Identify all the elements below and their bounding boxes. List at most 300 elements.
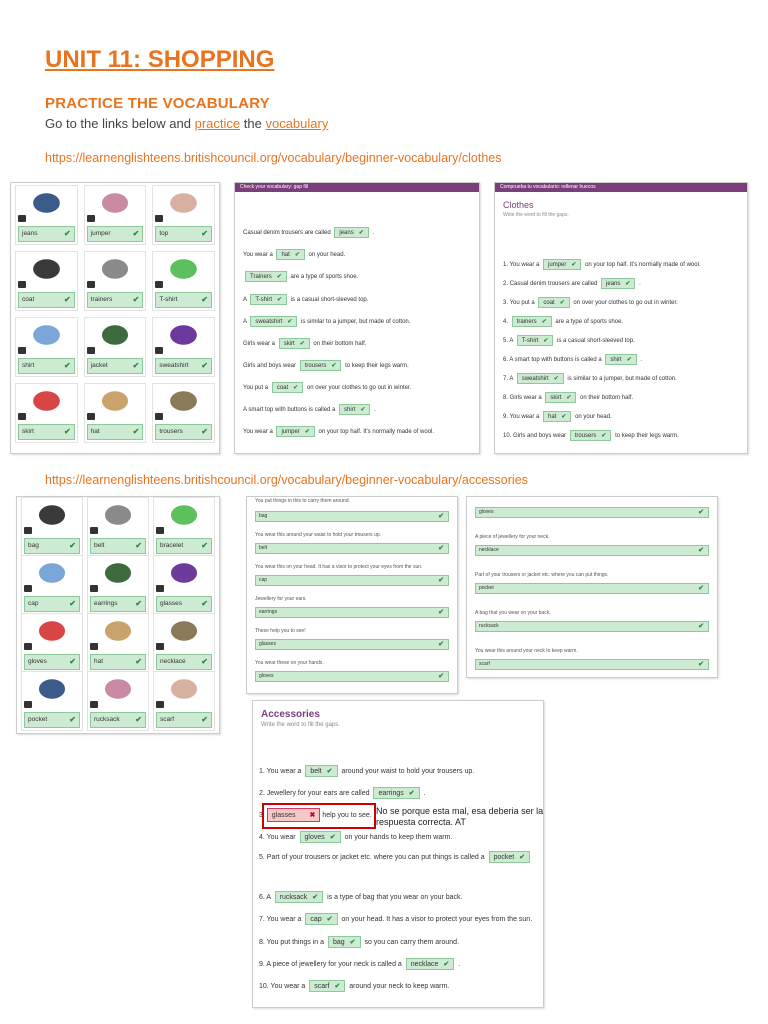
accessories-gap-input[interactable]: earrings ✔ <box>373 787 419 799</box>
accessories-sentence <box>259 851 532 863</box>
check-icon: ✔ <box>438 513 444 520</box>
check-icon: ✔ <box>294 252 300 258</box>
check-icon: ✔ <box>698 509 704 516</box>
check-icon: ✔ <box>698 547 704 554</box>
acc-mid-answer-text: cap <box>259 577 268 583</box>
sentence-end: on over your clothes to go out in winter. <box>571 300 678 306</box>
acc-right-answer-field[interactable] <box>475 507 709 518</box>
accessories-right-panel <box>466 496 718 678</box>
check-icon: ✔ <box>299 341 305 347</box>
acc-right-answer-field[interactable] <box>475 545 709 556</box>
audio-speaker-icon[interactable] <box>18 281 26 288</box>
acc-mid-answer-text: belt <box>259 545 268 551</box>
gapfill1-sentence <box>243 294 368 305</box>
audio-speaker-icon[interactable] <box>90 527 98 534</box>
accessory-card <box>87 671 149 731</box>
accessories-gap-input[interactable]: bag ✔ <box>328 936 361 948</box>
audio-speaker-icon[interactable] <box>155 281 163 288</box>
accessory-image <box>98 500 138 530</box>
gapfill1-sentence <box>243 360 409 371</box>
clothes-image <box>26 188 67 218</box>
audio-speaker-icon[interactable] <box>155 413 163 420</box>
acc-mid-question: You wear these on your hands. <box>255 660 324 666</box>
audio-speaker-icon[interactable] <box>155 215 163 222</box>
accessories-gap-input[interactable]: glasses ✖ <box>267 808 321 822</box>
acc-right-question: A piece of jewellery for your neck. <box>475 534 550 540</box>
audio-speaker-icon[interactable] <box>24 527 32 534</box>
sentence-end: is a type of bag that you wear on your back. <box>325 894 463 901</box>
accessory-card <box>87 555 149 615</box>
gapfill2-sentence <box>503 430 679 441</box>
clothes-card <box>152 185 215 245</box>
clothes-answer-field[interactable] <box>87 424 144 440</box>
clothes-image <box>95 254 136 284</box>
check-icon: ✔ <box>553 376 559 382</box>
accessory-answer-field[interactable] <box>90 654 146 670</box>
clothes-picture-grid <box>10 182 220 454</box>
accessories-gap-input[interactable]: gloves ✔ <box>300 831 341 843</box>
accessory-image <box>164 674 204 704</box>
acc-mid-question: You wear this on your head. It has a visor to protect your eyes from the sun. <box>255 564 423 570</box>
clothes-answer-text: trainers <box>90 296 113 303</box>
sentence-start: You wear a <box>243 252 275 258</box>
audio-speaker-icon[interactable] <box>90 585 98 592</box>
gapfill2-sentence <box>503 392 633 403</box>
acc-right-answer-text: pocket <box>479 585 494 591</box>
check-icon: ✔ <box>201 657 208 666</box>
accessory-answer-field[interactable] <box>24 596 80 612</box>
clothes-answer-field[interactable] <box>18 424 75 440</box>
sentence-end: around your neck to keep warm. <box>347 983 450 990</box>
audio-speaker-icon[interactable] <box>156 585 164 592</box>
gapfill2-sentence <box>503 335 635 346</box>
sentence-start: 5. Part of your trousers or jacket etc. where you can put things is called a <box>259 854 487 861</box>
check-icon: ✔ <box>561 414 567 420</box>
practice-link[interactable]: practice <box>194 116 241 131</box>
accessory-card <box>153 613 215 673</box>
sentence-end: on your head. It has a visor to protect your eyes from the sun. <box>339 916 533 923</box>
gapfill-panel-2 <box>494 182 748 454</box>
intro-before: Go to the links below and <box>45 116 191 131</box>
accessory-card <box>153 671 215 731</box>
accessory-image <box>164 500 204 530</box>
accessory-answer-text: earrings <box>94 600 118 607</box>
accessories-sentence <box>259 831 452 843</box>
mid-top-question: You put things in this to carry them around. <box>255 498 350 504</box>
sentence-start: Girls wear a <box>243 341 277 347</box>
acc-mid-answer-field[interactable] <box>255 511 449 522</box>
check-icon: ✔ <box>132 427 140 436</box>
gapfill-panel-1 <box>234 182 480 454</box>
check-icon: ✔ <box>132 295 140 304</box>
check-icon: ✔ <box>408 790 415 797</box>
gapfill2-gap-input[interactable]: jumper ✔ <box>543 259 581 270</box>
sentence-end: . <box>421 790 426 797</box>
accessories-gap-input[interactable]: rucksack ✔ <box>275 891 324 903</box>
gapfill2-gap-input[interactable]: T-shirt ✔ <box>517 335 554 346</box>
accessories-sentence <box>259 891 462 903</box>
accessory-answer-field[interactable] <box>156 654 212 670</box>
audio-speaker-icon[interactable] <box>155 347 163 354</box>
clothes-answer-text: T-shirt <box>159 296 178 303</box>
clothes-image <box>95 188 136 218</box>
audio-speaker-icon[interactable] <box>24 585 32 592</box>
sentence-start: 6. A <box>259 894 273 901</box>
clothes-image <box>163 386 204 416</box>
acc-right-answer-text: necklace <box>479 547 499 553</box>
check-icon: ✔ <box>698 661 704 668</box>
sentence-start: You put a <box>243 385 270 391</box>
audio-speaker-icon[interactable] <box>18 215 26 222</box>
sentence-start: 3. You put a <box>503 300 537 306</box>
sentence-start: 4. You wear <box>259 834 298 841</box>
accessory-image <box>32 500 72 530</box>
sentence-end: . <box>638 357 643 363</box>
check-icon: ✔ <box>201 427 208 436</box>
accessory-answer-text: scarf <box>160 716 175 723</box>
check-icon: ✔ <box>69 599 76 608</box>
audio-speaker-icon[interactable] <box>90 701 98 708</box>
vocabulary-link[interactable]: vocabulary <box>265 116 329 131</box>
check-icon: ✔ <box>543 338 549 344</box>
accessories-sentence <box>259 980 449 992</box>
accessory-card <box>153 497 215 557</box>
gapfill2-sentence <box>503 259 701 270</box>
clothes-answer-field[interactable] <box>87 226 144 242</box>
clothes-answer-field[interactable] <box>18 292 75 308</box>
sentence-end: on your top half. It's normally made of wool. <box>583 262 701 268</box>
gapfill2-gap-input[interactable]: trainers ✔ <box>512 316 552 327</box>
check-icon: ✔ <box>625 281 631 287</box>
accessories-sentence <box>259 936 459 948</box>
sentence-start: 9. A piece of jewellery for your neck is called a <box>259 961 404 968</box>
acc-mid-question: These help you to see! <box>255 628 306 634</box>
check-icon: ✔ <box>69 715 76 724</box>
clothes-answer-text: trousers <box>159 428 183 435</box>
acc-mid-answer-text: bag <box>259 513 268 519</box>
gapfill2-sentence <box>503 373 677 384</box>
gapfill1-gap-input[interactable]: coat ✔ <box>272 382 303 393</box>
check-icon: ✔ <box>438 641 444 648</box>
audio-speaker-icon[interactable] <box>87 413 95 420</box>
sentence-end: are a type of sports shoe. <box>553 319 624 325</box>
gapfill1-gap-input[interactable]: skirt ✔ <box>279 338 310 349</box>
check-icon: ✔ <box>360 407 366 413</box>
acc-mid-answer-text: glasses <box>259 641 276 647</box>
accessory-answer-field[interactable] <box>90 538 146 554</box>
accessories-sentence <box>259 913 532 925</box>
accessory-answer-field[interactable] <box>24 538 80 554</box>
gapfill1-sentence <box>243 271 358 282</box>
gapfill2-gap-input[interactable]: coat ✔ <box>538 297 569 308</box>
check-icon: ✔ <box>601 433 607 439</box>
accessory-answer-text: necklace <box>160 658 186 665</box>
gapfill1-sentence <box>243 338 366 349</box>
accessory-card <box>21 671 83 731</box>
accessories-instruction: Write the word to fill the gaps. <box>261 722 340 728</box>
clothes-image <box>26 320 67 350</box>
accessory-answer-field[interactable] <box>90 712 146 728</box>
sentence-end: is a casual short-sleeved top. <box>555 338 635 344</box>
sentence-start: 10. You wear a <box>259 983 308 990</box>
acc-right-question: A bag that you wear on your back. <box>475 610 551 616</box>
gapfill1-sentence <box>243 382 411 393</box>
accessory-card <box>21 497 83 557</box>
sentence-end: . <box>370 230 375 236</box>
accessories-picture-grid <box>16 496 220 734</box>
check-icon: ✔ <box>438 673 444 680</box>
accessory-answer-field[interactable] <box>24 712 80 728</box>
check-icon: ✔ <box>331 363 337 369</box>
audio-speaker-icon[interactable] <box>24 643 32 650</box>
check-icon: ✔ <box>334 983 341 990</box>
accessory-answer-field[interactable] <box>90 596 146 612</box>
acc-mid-question: You wear this around your waist to hold your trousers up. <box>255 532 381 538</box>
acc-right-question: You wear this around your neck to keep warm. <box>475 648 578 654</box>
gapfill1-gap-input[interactable]: T-shirt ✔ <box>250 294 287 305</box>
check-icon: ✔ <box>349 939 356 946</box>
gapfill1-sentence <box>243 249 345 260</box>
clothes-answer-field[interactable] <box>155 226 212 242</box>
check-icon: ✔ <box>358 230 364 236</box>
gapfill2-sentence <box>503 354 642 365</box>
audio-speaker-icon[interactable] <box>24 701 32 708</box>
audio-speaker-icon[interactable] <box>87 281 95 288</box>
accessory-image <box>98 674 138 704</box>
check-icon: ✔ <box>63 361 71 370</box>
audio-speaker-icon[interactable] <box>156 643 164 650</box>
acc-mid-answer-field[interactable] <box>255 671 449 682</box>
accessory-answer-text: bracelet <box>160 542 184 549</box>
check-icon: ✔ <box>135 715 142 724</box>
clothes-answer-text: coat <box>22 296 35 303</box>
sentence-start: 5. A <box>503 338 515 344</box>
accessory-image <box>32 674 72 704</box>
accessory-image <box>164 558 204 588</box>
accessory-card <box>21 555 83 615</box>
accessories-gap-input[interactable]: scarf ✔ <box>309 980 345 992</box>
audio-speaker-icon[interactable] <box>18 347 26 354</box>
check-icon: ✔ <box>277 297 283 303</box>
sentence-start: 8. Girls wear a <box>503 395 544 401</box>
accessories-sentence <box>259 958 460 970</box>
accessory-image <box>98 558 138 588</box>
acc-mid-answer-field[interactable] <box>255 639 449 650</box>
clothes-title: Clothes <box>503 200 534 210</box>
gapfill-2-header: Comprueba tu vocabulario: rellenar huecos <box>495 183 747 192</box>
sentence-end: is similar to a jumper, but made of cotton. <box>565 376 677 382</box>
gapfill2-sentence <box>503 316 623 327</box>
clothes-url-link[interactable]: https://learnenglishteens.britishcouncil.org/vocabulary/beginner-vocabulary/clothes <box>45 151 502 165</box>
clothes-image <box>95 386 136 416</box>
audio-speaker-icon[interactable] <box>87 347 95 354</box>
sentence-start: 1. You wear a <box>503 262 542 268</box>
acc-mid-answer-field[interactable] <box>255 543 449 554</box>
accessory-answer-field[interactable] <box>156 538 212 554</box>
clothes-card <box>15 383 78 443</box>
check-icon: ✔ <box>201 541 208 550</box>
check-icon: ✔ <box>287 319 293 325</box>
check-icon: ✔ <box>326 916 333 923</box>
acc-mid-answer-text: gloves <box>259 673 274 679</box>
check-icon: ✔ <box>571 262 577 268</box>
clothes-card <box>15 317 78 377</box>
clothes-answer-field[interactable] <box>87 292 144 308</box>
sentence-end: around your waist to hold your trousers up. <box>339 768 475 775</box>
clothes-answer-text: hat <box>90 428 100 435</box>
check-icon: ✔ <box>438 545 444 552</box>
accessories-url-link[interactable]: https://learnenglishteens.britishcouncil.org/vocabulary/beginner-vocabulary/accessories <box>45 473 528 487</box>
sentence-start: 10. Girls and boys wear <box>503 433 568 439</box>
check-icon: ✔ <box>69 541 76 550</box>
clothes-answer-text: jumper <box>90 230 111 237</box>
acc-mid-answer-field[interactable] <box>255 607 449 618</box>
sentence-start: You wear a <box>243 429 275 435</box>
check-icon: ✔ <box>304 429 310 435</box>
accessory-card <box>87 613 149 673</box>
sentence-end: on your head. <box>573 414 612 420</box>
clothes-card <box>152 317 215 377</box>
check-icon: ✔ <box>201 599 208 608</box>
check-icon: ✔ <box>443 961 450 968</box>
check-icon: ✔ <box>135 599 142 608</box>
gapfill2-gap-input[interactable]: hat ✔ <box>543 411 571 422</box>
gapfill1-gap-input[interactable]: Trainers ✔ <box>245 271 287 282</box>
clothes-card <box>84 317 147 377</box>
clothes-card <box>15 185 78 245</box>
clothes-answer-text: sweatshirt <box>159 362 189 369</box>
clothes-answer-field[interactable] <box>155 292 212 308</box>
check-icon: ✔ <box>626 357 632 363</box>
sentence-end: is a casual short-sleeved top. <box>289 297 369 303</box>
check-icon: ✔ <box>69 657 76 666</box>
gapfill2-gap-input[interactable]: sweatshirt ✔ <box>517 373 564 384</box>
accessory-answer-text: gloves <box>28 658 47 665</box>
check-icon: ✔ <box>698 623 704 630</box>
clothes-answer-field[interactable] <box>18 226 75 242</box>
accessory-answer-field[interactable] <box>156 596 212 612</box>
clothes-answer-text: shirt <box>22 362 35 369</box>
sentence-start: A <box>243 297 249 303</box>
clothes-answer-text: skirt <box>22 428 34 435</box>
check-icon: ✔ <box>201 361 208 370</box>
gapfill1-gap-input[interactable]: shirt ✔ <box>339 404 370 415</box>
sentence-start: A smart top with buttons is called a <box>243 407 338 413</box>
teacher-note: No se porque esta mal, esa deberia ser la respuesta correcta. AT <box>376 806 544 827</box>
clothes-card <box>152 383 215 443</box>
gapfill1-sentence <box>243 426 434 437</box>
check-icon: ✔ <box>566 395 572 401</box>
sentence-end: to keep their legs warm. <box>613 433 679 439</box>
accessory-card <box>21 613 83 673</box>
audio-speaker-icon[interactable] <box>156 701 164 708</box>
gapfill2-sentence <box>503 278 641 289</box>
gapfill1-gap-input[interactable]: jeans ✔ <box>334 227 368 238</box>
clothes-image <box>163 188 204 218</box>
check-icon: ✔ <box>312 894 319 901</box>
check-icon: ✔ <box>698 585 704 592</box>
gapfill1-sentence <box>243 227 374 238</box>
check-icon: ✔ <box>135 657 142 666</box>
check-icon: ✔ <box>438 609 444 616</box>
acc-right-answer-text: rucksack <box>479 623 499 629</box>
section-subtitle: PRACTICE THE VOCABULARY <box>45 95 270 112</box>
clothes-image <box>163 254 204 284</box>
sentence-end: . <box>456 961 461 968</box>
gapfill1-gap-input[interactable]: sweatshirt ✔ <box>250 316 297 327</box>
clothes-card <box>84 383 147 443</box>
accessories-mid-panel <box>246 496 458 694</box>
accessory-answer-field[interactable] <box>24 654 80 670</box>
sentence-start: 3. <box>259 812 267 819</box>
clothes-image <box>163 320 204 350</box>
accessories-gap-input[interactable]: cap ✔ <box>305 913 337 925</box>
acc-right-answer-field[interactable] <box>475 621 709 632</box>
sentence-start: 9. You wear a <box>503 414 542 420</box>
acc-right-answer-field[interactable] <box>475 583 709 594</box>
accessory-answer-text: hat <box>94 658 104 665</box>
clothes-answer-field[interactable] <box>155 358 212 374</box>
accessory-answer-text: cap <box>28 600 39 607</box>
sentence-end: is similar to a jumper, but made of cotton. <box>299 319 411 325</box>
gapfill1-gap-input[interactable]: trousers ✔ <box>300 360 342 371</box>
sentence-start: 7. A <box>503 376 515 382</box>
gapfill1-gap-input[interactable]: jumper ✔ <box>276 426 314 437</box>
clothes-answer-field[interactable] <box>18 358 75 374</box>
clothes-answer-field[interactable] <box>155 424 212 440</box>
gapfill2-gap-input[interactable]: skirt ✔ <box>545 392 576 403</box>
gapfill2-gap-input[interactable]: jeans ✔ <box>601 278 635 289</box>
gapfill2-gap-input[interactable]: trousers ✔ <box>570 430 612 441</box>
accessory-image <box>164 616 204 646</box>
accessories-gap-input[interactable]: belt ✔ <box>305 765 337 777</box>
clothes-answer-field[interactable] <box>87 358 144 374</box>
audio-speaker-icon[interactable] <box>18 413 26 420</box>
check-icon: ✔ <box>201 295 208 304</box>
sentence-end: . <box>372 407 376 413</box>
clothes-answer-text: top <box>159 230 169 237</box>
check-icon: ✔ <box>326 768 333 775</box>
acc-right-answer-field[interactable] <box>475 659 709 670</box>
accessory-answer-text: glasses <box>160 600 183 607</box>
sentence-end: are a type of sports shoe. <box>288 274 359 280</box>
check-icon: ✔ <box>541 319 547 325</box>
accessories-sentence <box>259 787 426 799</box>
sentence-end: on your head. <box>306 252 346 258</box>
gapfill1-gap-input[interactable]: hat ✔ <box>276 249 304 260</box>
audio-speaker-icon[interactable] <box>87 215 95 222</box>
gapfill1-sentence <box>243 404 376 415</box>
accessory-answer-field[interactable] <box>156 712 212 728</box>
acc-right-question: Part of your trousers or jacket etc. where you can put things. <box>475 572 609 578</box>
accessories-gap-input[interactable]: pocket ✔ <box>489 851 531 863</box>
sentence-end: on their bottom half. <box>311 341 367 347</box>
check-icon: ✔ <box>519 854 526 861</box>
check-icon: ✔ <box>63 295 71 304</box>
check-icon: ✔ <box>63 427 71 436</box>
acc-mid-answer-field[interactable] <box>255 575 449 586</box>
gapfill2-gap-input[interactable]: shirt ✔ <box>605 354 636 365</box>
accessory-image <box>98 616 138 646</box>
audio-speaker-icon[interactable] <box>156 527 164 534</box>
accessories-gap-input[interactable]: necklace ✔ <box>406 958 455 970</box>
gapfill2-sentence <box>503 297 678 308</box>
accessory-image <box>32 616 72 646</box>
acc-right-answer-text: scarf <box>479 661 490 667</box>
sentence-start: Girls and boys wear <box>243 363 298 369</box>
check-icon: ✔ <box>201 715 208 724</box>
audio-speaker-icon[interactable] <box>90 643 98 650</box>
